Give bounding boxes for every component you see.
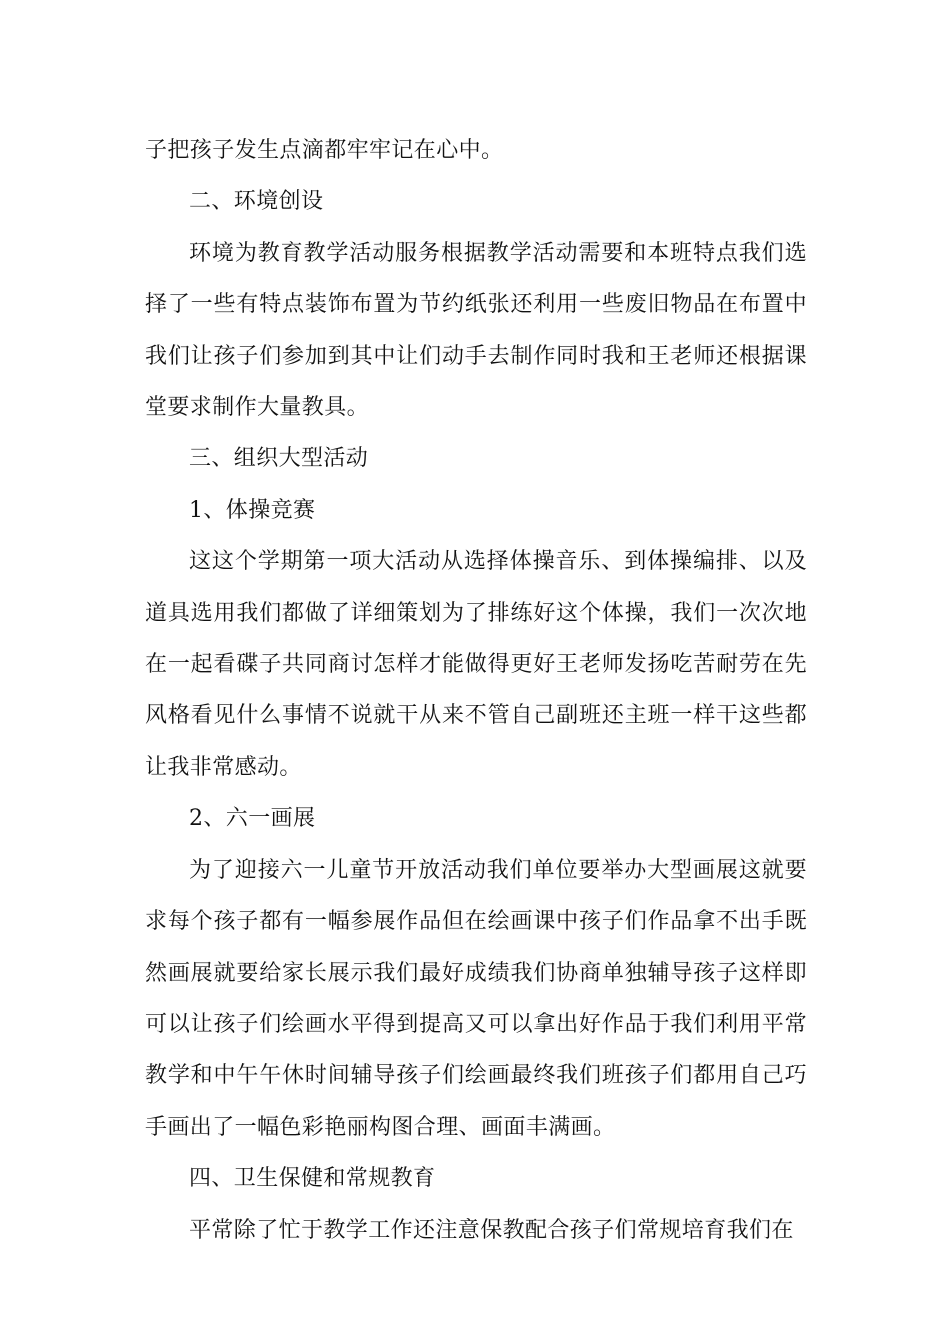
section-heading-environment: 二、环境创设 <box>189 189 324 215</box>
paragraph-continuation: 子把孩子发生点滴都牢牢记在心中。 <box>145 138 504 163</box>
subheading-gymnastics: 1、体操竞赛 <box>189 497 316 523</box>
section-heading-activities: 三、组织大型活动 <box>189 446 369 472</box>
subheading-art-exhibition: 2、六一画展 <box>189 806 316 832</box>
paragraph-hygiene: 平常除了忙于教学工作还注意保教配合孩子们常规培育我们在 <box>189 1217 794 1243</box>
paragraph-art-exhibition: 为了迎接六一儿童节开放活动我们单位要举办大型画展这就要求每个孩子都有一幅参展作品但在绘画课中孩子们作品拿不出手既然画展就要给家长展示我们最好成绩我们协商单独辅导孩子这样即可以让孩子们绘画水平得到提高又可以拿出好作品于我们利用平常教学和中午午休时间辅导孩子们绘画最终我们班孩子们都用自己巧手画出了一幅色彩艳丽构图合理、画面丰满画。 <box>145 857 807 1140</box>
paragraph-environment: 环境为教育教学活动服务根据教学活动需要和本班特点我们选择了一些有特点装饰布置为节约纸张还利用一些废旧物品在布置中我们让孩子们参加到其中让们动手去制作同时我和王老师还根据课堂要求制作大量教具。 <box>145 240 807 421</box>
section-heading-hygiene: 四、卫生保健和常规教育 <box>189 1166 436 1192</box>
paragraph-gymnastics: 这这个学期第一项大活动从选择体操音乐、到体操编排、以及道具选用我们都做了详细策划为了排练好这个体操，我们一次次地在一起看碟子共同商讨怎样才能做得更好王老师发扬吃苦耐劳在先风格看见什么事情不说就干从来不管自己副班还主班一样干这些都让我非常感动。 <box>145 549 807 780</box>
document-body <box>145 125 807 1256</box>
